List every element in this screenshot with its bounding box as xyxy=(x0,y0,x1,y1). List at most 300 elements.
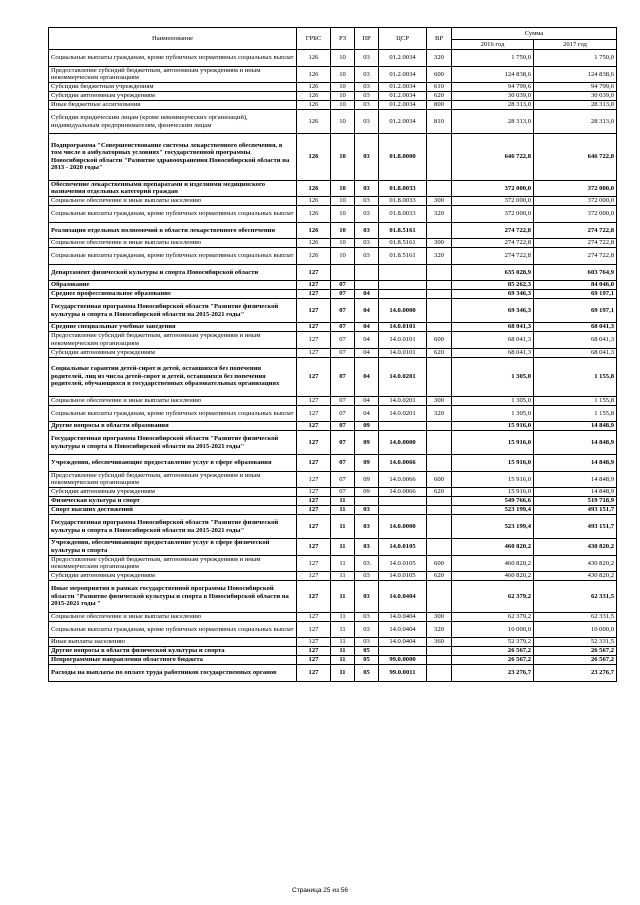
table-row xyxy=(49,222,617,239)
table-row xyxy=(49,506,617,515)
row-pr: 03 xyxy=(355,66,379,83)
row-rz: 10 xyxy=(331,92,355,101)
row-name: Социальное обеспечение и иные выплаты населению xyxy=(49,197,297,206)
row-sum-2017: 1 155,8 xyxy=(534,405,617,422)
row-grbs: 126 xyxy=(297,248,331,265)
row-sum-2017: 69 197,1 xyxy=(534,290,617,299)
row-csr: 99.0.0011 xyxy=(379,665,427,682)
row-pr: 04 xyxy=(355,396,379,405)
row-rz: 10 xyxy=(331,50,355,67)
row-sum-2016: 523 199,4 xyxy=(452,506,534,515)
table-row xyxy=(49,621,617,638)
row-rz: 10 xyxy=(331,134,355,181)
row-sum-2016: 23 276,7 xyxy=(452,665,534,682)
row-csr: 14.0.0066 xyxy=(379,455,427,472)
row-pr: 03 xyxy=(355,50,379,67)
row-sum-2017: 430 820,2 xyxy=(534,539,617,556)
row-sum-2017: 62 331,5 xyxy=(534,581,617,613)
row-name: Субсидии автономным учреждениям xyxy=(49,572,297,581)
table-header xyxy=(49,28,617,50)
row-name: Субсидии автономным учреждениям xyxy=(49,348,297,357)
row-csr: 14.0.0000 xyxy=(379,299,427,323)
row-vr xyxy=(427,222,452,239)
row-rz: 11 xyxy=(331,638,355,647)
row-vr: 620 xyxy=(427,488,452,497)
row-csr: 14.0.0105 xyxy=(379,539,427,556)
row-sum-2017: 23 276,7 xyxy=(534,665,617,682)
row-sum-2017: 52 331,5 xyxy=(534,638,617,647)
row-sum-2016: 62 379,2 xyxy=(452,581,534,613)
row-rz: 11 xyxy=(331,555,355,572)
row-csr: 01.2.0034 xyxy=(379,92,427,101)
row-grbs: 127 xyxy=(297,539,331,556)
row-sum-2016: 460 820,2 xyxy=(452,555,534,572)
row-name: Государственная программа Новосибирской области "Развитие физической культуры и спорта в Новосибирской области на 2015-2021 годы" xyxy=(49,431,297,455)
row-grbs: 126 xyxy=(297,180,331,197)
table-row xyxy=(49,248,617,265)
row-name: Государственная программа Новосибирской области "Развитие физической культуры и спорта в Новосибирской области на 2015-2021 годы" xyxy=(49,515,297,539)
row-csr: 14.0.0201 xyxy=(379,396,427,405)
row-pr: 03 xyxy=(355,92,379,101)
row-vr: 620 xyxy=(427,572,452,581)
row-sum-2017: 372 000,0 xyxy=(534,180,617,197)
row-name: Физическая культура и спорт xyxy=(49,497,297,506)
row-rz xyxy=(331,264,355,281)
row-sum-2017: 274 722,8 xyxy=(534,248,617,265)
table-row xyxy=(49,431,617,455)
row-sum-2017: 519 718,9 xyxy=(534,497,617,506)
row-name: Социальное обеспечение и иные выплаты населению xyxy=(49,239,297,248)
row-vr xyxy=(427,299,452,323)
row-sum-2017: 69 197,1 xyxy=(534,299,617,323)
row-csr xyxy=(379,506,427,515)
row-pr: 04 xyxy=(355,290,379,299)
row-rz: 11 xyxy=(331,572,355,581)
row-grbs: 127 xyxy=(297,357,331,396)
row-name: Расходы на выплаты по оплате труда работников государственных органов xyxy=(49,665,297,682)
row-pr: 04 xyxy=(355,348,379,357)
table-row xyxy=(49,50,617,67)
table-row xyxy=(49,197,617,206)
table-row xyxy=(49,405,617,422)
row-grbs: 126 xyxy=(297,239,331,248)
row-rz: 10 xyxy=(331,206,355,223)
row-vr xyxy=(427,422,452,431)
row-grbs: 127 xyxy=(297,405,331,422)
row-vr: 810 xyxy=(427,110,452,134)
row-csr: 14.0.0101 xyxy=(379,323,427,332)
row-rz: 11 xyxy=(331,621,355,638)
row-grbs: 126 xyxy=(297,66,331,83)
row-name: Образование xyxy=(49,281,297,290)
row-sum-2016: 372 000,0 xyxy=(452,206,534,223)
row-sum-2017: 430 820,2 xyxy=(534,555,617,572)
row-name: Средние специальные учебные заведения xyxy=(49,323,297,332)
row-grbs: 127 xyxy=(297,471,331,488)
row-vr xyxy=(427,264,452,281)
row-pr: 05 xyxy=(355,647,379,656)
row-sum-2016: 15 916,0 xyxy=(452,455,534,472)
row-rz: 11 xyxy=(331,656,355,665)
row-vr: 600 xyxy=(427,471,452,488)
row-sum-2016: 10 000,0 xyxy=(452,621,534,638)
table-row xyxy=(49,497,617,506)
row-pr: 03 xyxy=(355,248,379,265)
row-csr: 14.0.0101 xyxy=(379,348,427,357)
row-name: Непрограммные направления областного бюджета xyxy=(49,656,297,665)
row-sum-2016: 85 262,3 xyxy=(452,281,534,290)
row-grbs: 127 xyxy=(297,488,331,497)
row-name: Субсидии юридическим лицам (кроме некоммерческих организаций), индивидуальным предпринимателям, физическим лицам xyxy=(49,110,297,134)
budget-table xyxy=(48,27,617,682)
row-sum-2016: 635 028,9 xyxy=(452,264,534,281)
row-vr xyxy=(427,290,452,299)
row-csr: 14.0.0404 xyxy=(379,621,427,638)
row-pr: 03 xyxy=(355,506,379,515)
row-rz: 10 xyxy=(331,101,355,110)
row-csr: 01.8.5161 xyxy=(379,248,427,265)
row-rz: 11 xyxy=(331,647,355,656)
row-vr xyxy=(427,134,452,181)
row-name: Социальные выплаты гражданам, кроме публичных нормативных социальных выплат xyxy=(49,621,297,638)
row-sum-2017: 14 848,9 xyxy=(534,455,617,472)
row-name: Предоставление субсидий бюджетным, автономным учреждениям и иным некоммерческим организациям xyxy=(49,555,297,572)
table-row xyxy=(49,83,617,92)
header-name: Наименование xyxy=(49,28,297,50)
row-sum-2017: 603 764,9 xyxy=(534,264,617,281)
table-row xyxy=(49,348,617,357)
row-vr xyxy=(427,539,452,556)
row-pr xyxy=(355,497,379,506)
row-vr: 300 xyxy=(427,396,452,405)
row-grbs: 127 xyxy=(297,264,331,281)
row-pr xyxy=(355,281,379,290)
row-sum-2017: 26 567,2 xyxy=(534,656,617,665)
table-row xyxy=(49,66,617,83)
row-sum-2016: 68 041,3 xyxy=(452,332,534,349)
row-sum-2017: 1 750,0 xyxy=(534,50,617,67)
row-sum-2016: 523 199,4 xyxy=(452,515,534,539)
row-csr: 01.8.0033 xyxy=(379,197,427,206)
table-row xyxy=(49,581,617,613)
row-grbs: 127 xyxy=(297,647,331,656)
row-csr: 14.0.0066 xyxy=(379,488,427,497)
budget-table-page xyxy=(48,27,616,682)
row-pr: 03 xyxy=(355,206,379,223)
row-vr: 320 xyxy=(427,405,452,422)
header-sum: Сумма xyxy=(452,28,617,40)
table-row xyxy=(49,357,617,396)
row-sum-2016: 15 916,0 xyxy=(452,488,534,497)
row-name: Социальное обеспечение и иные выплаты населению xyxy=(49,396,297,405)
row-vr xyxy=(427,665,452,682)
row-rz: 10 xyxy=(331,66,355,83)
row-sum-2017: 274 722,8 xyxy=(534,222,617,239)
row-rz: 07 xyxy=(331,396,355,405)
row-sum-2017: 68 041,3 xyxy=(534,348,617,357)
table-row xyxy=(49,180,617,197)
row-sum-2016: 274 722,8 xyxy=(452,239,534,248)
row-csr: 14.0.0066 xyxy=(379,471,427,488)
row-name: Предоставление субсидий бюджетным, автономным учреждениям и иным некоммерческим организациям xyxy=(49,471,297,488)
row-vr: 610 xyxy=(427,83,452,92)
table-row xyxy=(49,539,617,556)
row-vr xyxy=(427,497,452,506)
header-grbs: ГРБС xyxy=(297,28,331,50)
row-sum-2016: 15 916,0 xyxy=(452,431,534,455)
row-vr xyxy=(427,281,452,290)
row-csr: 01.2.0034 xyxy=(379,110,427,134)
row-csr: 01.2.0034 xyxy=(379,83,427,92)
row-csr: 14.0.0201 xyxy=(379,405,427,422)
row-sum-2017: 68 041,3 xyxy=(534,323,617,332)
row-csr xyxy=(379,497,427,506)
table-row xyxy=(49,264,617,281)
row-name: Социальные выплаты гражданам, кроме публичных нормативных социальных выплат xyxy=(49,248,297,265)
header-year-2017: 2017 год xyxy=(534,40,617,50)
row-rz: 07 xyxy=(331,405,355,422)
row-pr: 03 xyxy=(355,572,379,581)
table-row xyxy=(49,323,617,332)
row-pr: 09 xyxy=(355,488,379,497)
row-pr: 03 xyxy=(355,110,379,134)
row-vr: 620 xyxy=(427,92,452,101)
row-sum-2016: 94 799,6 xyxy=(452,83,534,92)
row-pr: 03 xyxy=(355,621,379,638)
row-vr: 600 xyxy=(427,555,452,572)
row-grbs: 127 xyxy=(297,422,331,431)
table-row xyxy=(49,515,617,539)
row-grbs: 127 xyxy=(297,638,331,647)
row-vr: 300 xyxy=(427,197,452,206)
row-grbs: 127 xyxy=(297,299,331,323)
row-name: Учреждения, обеспечивающие предоставление услуг в сфере образования xyxy=(49,455,297,472)
row-pr: 04 xyxy=(355,332,379,349)
row-sum-2016: 68 041,3 xyxy=(452,348,534,357)
header-rz: РЗ xyxy=(331,28,355,50)
row-sum-2016: 30 039,0 xyxy=(452,92,534,101)
row-sum-2016: 15 916,0 xyxy=(452,471,534,488)
row-sum-2016: 274 722,8 xyxy=(452,222,534,239)
row-pr: 03 xyxy=(355,101,379,110)
row-rz: 10 xyxy=(331,222,355,239)
row-csr: 14.0.0105 xyxy=(379,555,427,572)
row-pr: 09 xyxy=(355,471,379,488)
row-csr xyxy=(379,281,427,290)
row-name: Предоставление субсидий бюджетным, автономным учреждениям и иным некоммерческим организациям xyxy=(49,332,297,349)
row-name: Субсидии автономным учреждениям xyxy=(49,92,297,101)
row-sum-2017: 30 039,0 xyxy=(534,92,617,101)
row-name: Субсидии автономным учреждениям xyxy=(49,488,297,497)
row-csr: 99.0.0000 xyxy=(379,656,427,665)
row-name: Спорт высших достижений xyxy=(49,506,297,515)
table-row xyxy=(49,134,617,181)
row-sum-2017: 26 567,2 xyxy=(534,647,617,656)
row-rz: 10 xyxy=(331,197,355,206)
row-vr: 300 xyxy=(427,612,452,621)
row-name: Среднее профессиональное образование xyxy=(49,290,297,299)
row-sum-2017: 1 155,8 xyxy=(534,396,617,405)
row-name: Иные бюджетные ассигнования xyxy=(49,101,297,110)
table-row xyxy=(49,239,617,248)
row-rz: 07 xyxy=(331,290,355,299)
row-vr xyxy=(427,180,452,197)
table-row xyxy=(49,665,617,682)
row-sum-2016: 646 722,8 xyxy=(452,134,534,181)
row-rz: 07 xyxy=(331,323,355,332)
header-year-2016: 2016 год xyxy=(452,40,534,50)
table-row xyxy=(49,101,617,110)
row-rz: 10 xyxy=(331,110,355,134)
row-rz: 07 xyxy=(331,281,355,290)
row-name: Субсидии бюджетным учреждениям xyxy=(49,83,297,92)
table-row xyxy=(49,206,617,223)
row-sum-2017: 372 000,0 xyxy=(534,197,617,206)
row-csr: 14.0.0201 xyxy=(379,357,427,396)
row-pr: 03 xyxy=(355,134,379,181)
row-sum-2017: 62 331,5 xyxy=(534,612,617,621)
row-vr: 360 xyxy=(427,638,452,647)
row-sum-2016: 1 305,0 xyxy=(452,396,534,405)
row-vr xyxy=(427,515,452,539)
row-grbs: 126 xyxy=(297,134,331,181)
row-vr: 600 xyxy=(427,66,452,83)
row-pr: 03 xyxy=(355,539,379,556)
row-sum-2017: 14 848,9 xyxy=(534,431,617,455)
table-row xyxy=(49,555,617,572)
row-sum-2016: 28 313,0 xyxy=(452,101,534,110)
row-sum-2016: 69 346,3 xyxy=(452,299,534,323)
row-rz: 10 xyxy=(331,180,355,197)
row-vr xyxy=(427,647,452,656)
row-csr: 14.0.0404 xyxy=(379,612,427,621)
row-name: Социальные выплаты гражданам, кроме публичных нормативных социальных выплат xyxy=(49,50,297,67)
table-row xyxy=(49,471,617,488)
row-pr: 03 xyxy=(355,612,379,621)
row-sum-2017: 1 155,8 xyxy=(534,357,617,396)
row-csr: 14.0.0000 xyxy=(379,431,427,455)
row-grbs: 127 xyxy=(297,455,331,472)
row-vr xyxy=(427,431,452,455)
row-sum-2017: 14 848,9 xyxy=(534,488,617,497)
row-sum-2017: 14 848,9 xyxy=(534,422,617,431)
row-vr: 600 xyxy=(427,332,452,349)
row-sum-2017: 124 838,6 xyxy=(534,66,617,83)
table-row xyxy=(49,281,617,290)
row-vr xyxy=(427,323,452,332)
table-row xyxy=(49,455,617,472)
row-sum-2017: 14 848,9 xyxy=(534,471,617,488)
row-sum-2016: 124 838,6 xyxy=(452,66,534,83)
row-rz: 07 xyxy=(331,357,355,396)
row-pr: 05 xyxy=(355,665,379,682)
row-vr xyxy=(427,357,452,396)
table-row xyxy=(49,612,617,621)
row-sum-2016: 26 567,2 xyxy=(452,647,534,656)
row-name: Подпрограмма "Совершенствование системы лекарственного обеспечения, в том числе в амбулаторных условиях" государственной программы Новосибирской области "Развитие здравоохранения Новосибирской области на 2013 - 2020 годы" xyxy=(49,134,297,181)
row-sum-2016: 274 722,8 xyxy=(452,248,534,265)
row-csr: 14.0.0101 xyxy=(379,332,427,349)
table-row xyxy=(49,572,617,581)
row-grbs: 126 xyxy=(297,50,331,67)
row-pr: 09 xyxy=(355,422,379,431)
table-row xyxy=(49,110,617,134)
table-row xyxy=(49,290,617,299)
row-csr: 01.2.0034 xyxy=(379,50,427,67)
table-body xyxy=(49,50,617,682)
row-vr: 800 xyxy=(427,101,452,110)
row-grbs: 126 xyxy=(297,110,331,134)
row-sum-2016: 372 000,0 xyxy=(452,197,534,206)
row-rz: 07 xyxy=(331,299,355,323)
row-vr xyxy=(427,455,452,472)
row-name: Другие вопросы в области образования xyxy=(49,422,297,431)
row-name: Реализация отдельных полномочий в области лекарственного обеспечения xyxy=(49,222,297,239)
row-grbs: 126 xyxy=(297,197,331,206)
row-sum-2017: 28 313,0 xyxy=(534,110,617,134)
row-sum-2016: 1 750,0 xyxy=(452,50,534,67)
row-pr: 05 xyxy=(355,656,379,665)
row-name: Обеспечение лекарственными препаратами и изделиями медицинского назначения отдельных категорий граждан xyxy=(49,180,297,197)
row-rz: 11 xyxy=(331,515,355,539)
row-rz: 07 xyxy=(331,488,355,497)
row-sum-2017: 430 820,2 xyxy=(534,572,617,581)
row-name: Социальные выплаты гражданам, кроме публичных нормативных социальных выплат xyxy=(49,206,297,223)
row-pr: 04 xyxy=(355,405,379,422)
row-csr: 14.0.0000 xyxy=(379,515,427,539)
row-pr: 04 xyxy=(355,323,379,332)
row-grbs: 127 xyxy=(297,332,331,349)
row-pr: 04 xyxy=(355,299,379,323)
row-vr: 620 xyxy=(427,348,452,357)
row-pr: 03 xyxy=(355,515,379,539)
row-csr: 01.8.0033 xyxy=(379,206,427,223)
row-name: Департамент физической культуры и спорта Новосибирской области xyxy=(49,264,297,281)
table-row xyxy=(49,332,617,349)
row-pr: 03 xyxy=(355,197,379,206)
row-rz: 07 xyxy=(331,431,355,455)
row-grbs: 127 xyxy=(297,396,331,405)
row-pr: 03 xyxy=(355,239,379,248)
row-pr: 03 xyxy=(355,581,379,613)
table-row xyxy=(49,299,617,323)
row-sum-2017: 84 046,0 xyxy=(534,281,617,290)
row-name: Социальные выплаты гражданам, кроме публичных нормативных социальных выплат xyxy=(49,405,297,422)
row-csr: 01.8.0000 xyxy=(379,134,427,181)
row-sum-2016: 549 766,6 xyxy=(452,497,534,506)
row-sum-2017: 68 041,3 xyxy=(534,332,617,349)
row-rz: 11 xyxy=(331,506,355,515)
row-pr: 04 xyxy=(355,357,379,396)
row-sum-2016: 1 305,0 xyxy=(452,357,534,396)
row-vr: 300 xyxy=(427,239,452,248)
row-vr: 320 xyxy=(427,248,452,265)
row-grbs: 127 xyxy=(297,497,331,506)
row-sum-2016: 1 305,0 xyxy=(452,405,534,422)
row-grbs: 127 xyxy=(297,348,331,357)
row-rz: 11 xyxy=(331,665,355,682)
row-csr: 14.0.0404 xyxy=(379,638,427,647)
table-row xyxy=(49,638,617,647)
row-csr: 01.8.0033 xyxy=(379,180,427,197)
row-sum-2017: 493 151,7 xyxy=(534,515,617,539)
row-grbs: 127 xyxy=(297,621,331,638)
row-pr: 03 xyxy=(355,180,379,197)
table-row xyxy=(49,656,617,665)
row-pr: 03 xyxy=(355,83,379,92)
row-pr: 03 xyxy=(355,638,379,647)
row-grbs: 127 xyxy=(297,506,331,515)
